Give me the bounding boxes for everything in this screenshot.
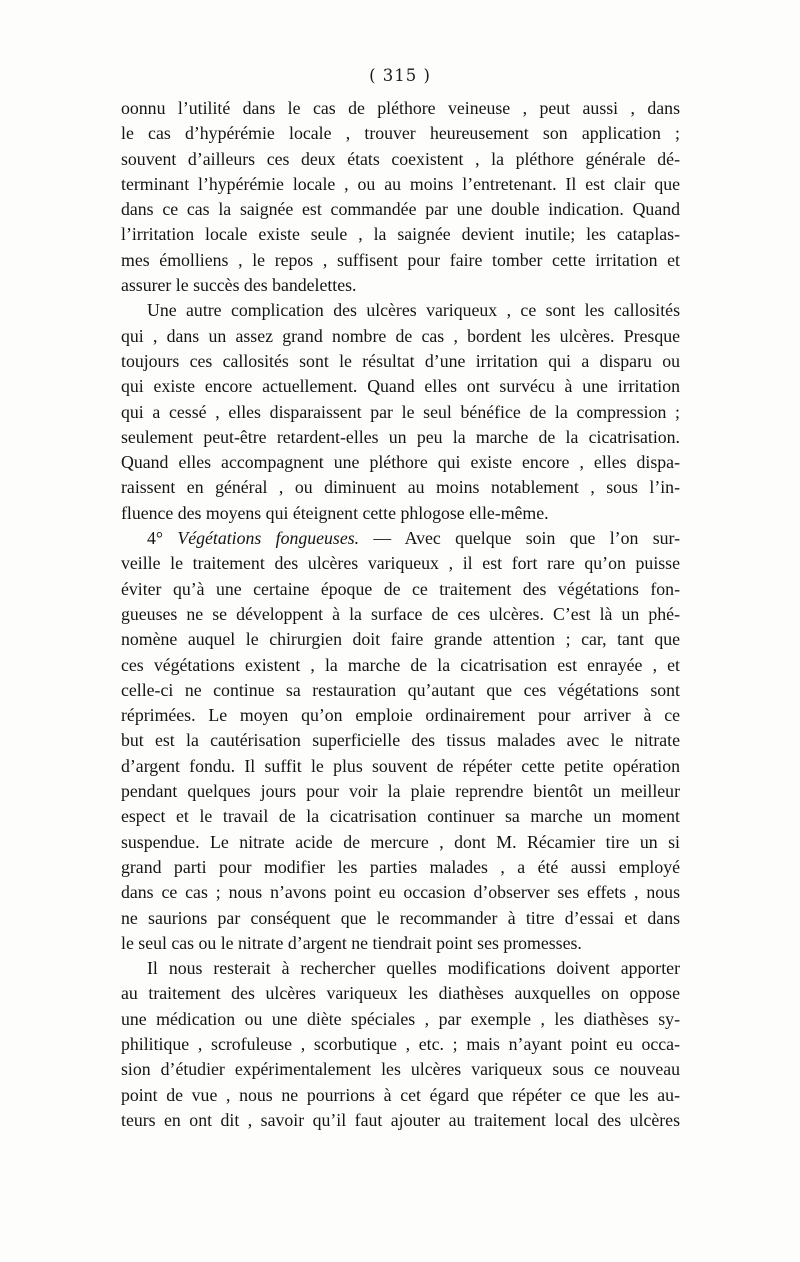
text-line: grand parti pour modifier les parties malades , a été aussi employé [121,856,680,877]
text-line: terminant l’hypérémie locale , ou au moins l’entretenant. Il est clair que [121,173,680,194]
text-line: point de vue , nous ne pourrions à cet égard que répéter ce que les au- [121,1084,680,1105]
text-line: ne saurions par conséquent que le recommander à titre d’essai et dans [121,907,680,928]
page-number: ( 315 ) [369,66,431,85]
text-line: réprimées. Le moyen qu’on emploie ordinairement pour arriver à ce [121,705,680,726]
text-line: pendant quelques jours pour voir la plaie reprendre bientôt un meilleur [121,781,680,802]
section-title: Végétations fongueuses. [177,528,360,549]
text-line: celle-ci ne continue sa restauration qu’autant que ces végétations sont [121,679,680,700]
text-line: nomène auquel le chirurgien doit faire grande attention ; car, tant que [121,629,680,650]
text-line: assurer le succès des bandelettes. [121,275,357,296]
text-line: ces végétations existent , la marche de la cicatrisation est enrayée , et [121,654,680,675]
text-line: fluence des moyens qui éteignent cette phlogose elle-même. [121,502,549,523]
text-line: Quand elles accompagnent une pléthore qui existe encore , elles dispa- [121,452,680,473]
text-line: oonnu l’utilité dans le cas de pléthore veineuse , peut aussi , dans [121,98,680,118]
text-line: qui a cessé , elles disparaissent par le seul bénéfice de la compression ; [121,401,680,422]
text-line: dans ce cas la saignée est commandée par une double indication. Quand [121,199,680,220]
text-line: éviter qu’à une certaine époque de ce traitement des végétations fon- [121,578,680,599]
text-line: le cas d’hypérémie locale , trouver heureusement son application ; [121,123,680,144]
text-line: sion d’étudier expérimentalement les ulcères variqueux sous ce nouveau [121,1059,680,1080]
text-line: au traitement des ulcères variqueux les diathèses auxquelles on oppose [121,983,680,1004]
body-text [121,96,680,1133]
text-line: mes émolliens , le repos , suffisent pour faire tomber cette irritation et [121,249,680,270]
text-line: teurs en ont dit , savoir qu’il faut ajouter au traitement local des ulcères [121,1109,680,1130]
text-line: veille le traitement des ulcères variqueux , il est fort rare qu’on puisse [121,553,680,574]
text-line: dans ce cas ; nous n’avons point eu occasion d’observer ses effets , nous [121,882,680,903]
text-line: espect et le travail de la cicatrisation continuer sa marche un moment [121,806,680,827]
text-line: qui , dans un assez grand nombre de cas , bordent les ulcères. Presque [121,325,680,346]
text-line: Une autre complication des ulcères variqueux , ce sont les callosités [147,300,680,321]
text-line: suspendue. Le nitrate acide de mercure , dont M. Récamier tire un si [121,831,680,852]
text-line: le seul cas ou le nitrate d’argent ne tiendrait point ses promesses. [121,932,582,953]
text-line [121,526,680,551]
text-line: qui existe encore actuellement. Quand elles ont survécu à une irritation [121,376,680,397]
text-line: souvent d’ailleurs ces deux états coexistent , la pléthore générale dé- [121,148,680,169]
text-line: raissent en général , ou diminuent au moins notablement , sous l’in- [121,477,680,498]
text-line: but est la cautérisation superficielle des tissus malades avec le nitrate [121,730,680,751]
text-line: toujours ces callosités sont le résultat d’une irritation qui a disparu ou [121,350,680,371]
line-text: — Avec quelque soin que l’on sur- [359,528,680,549]
text-line: Il nous resterait à rechercher quelles modifications doivent apporter [147,958,680,979]
text-line: l’irritation locale existe seule , la saignée devient inutile; les cataplas- [121,224,680,245]
section-number: 4° [147,528,178,549]
text-line: philitique , scrofuleuse , scorbutique , etc. ; mais n’ayant point eu occa- [121,1033,680,1054]
text-line: seulement peut-être retardent-elles un peu la marche de la cicatrisation. [121,426,680,447]
text-line: d’argent fondu. Il suffit le plus souvent de répéter cette petite opération [121,755,680,776]
text-line: gueuses ne se développent à la surface de ces ulcères. C’est là un phé- [121,603,680,624]
text-line: une médication ou une diète spéciales , par exemple , les diathèses sy- [121,1008,680,1029]
